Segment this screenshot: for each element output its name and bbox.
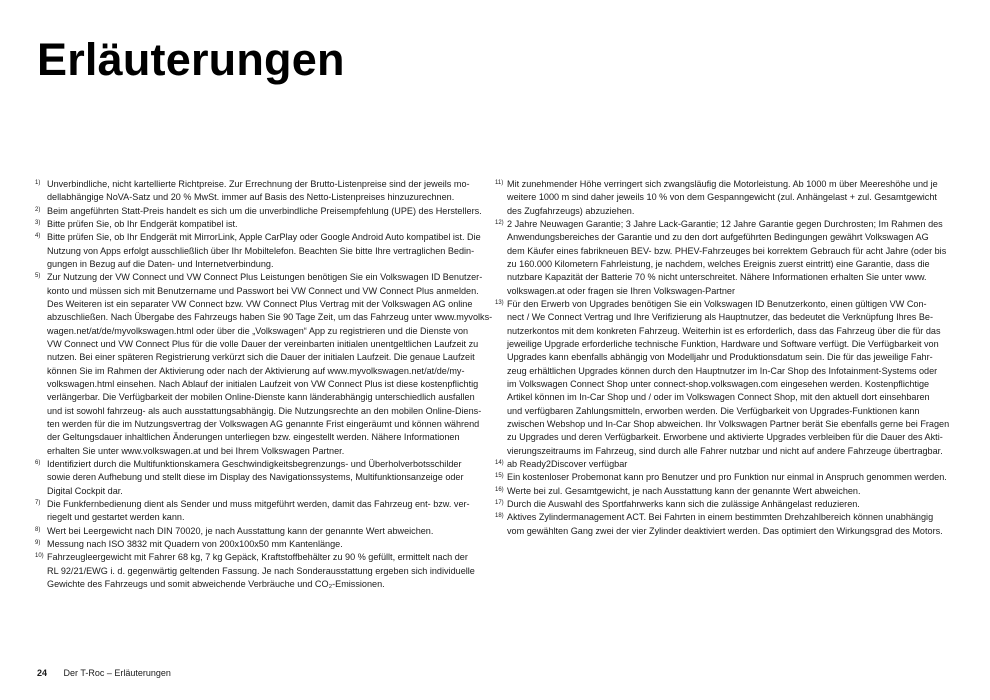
page-footer <box>37 667 171 679</box>
footnote <box>35 538 485 551</box>
footnote-text-line: konto und müssen sich mit Benutzername und Passwort bei VW Connect und VW Connect Plus anmelden. <box>47 285 479 296</box>
footnote-number: 11) <box>495 180 504 186</box>
footnote-text-line: Zur Nutzung der VW Connect und VW Connect Plus Leistungen benötigen Sie ein Volkswagen ID Benutzer- <box>47 272 483 283</box>
footnote-number: 10) <box>35 553 44 560</box>
footnote-text-line: gungen in Bezug auf die Daten- und Internetverbindung. <box>47 258 274 269</box>
footnote-number: 2) <box>35 206 41 213</box>
footnote-number: 3) <box>35 219 41 226</box>
footnote-text-line: Digital Cockpit dar. <box>47 485 123 496</box>
footnote-text-line: des Zugfahrzeugs) abzuziehen. <box>507 205 635 216</box>
footnote-number: 15) <box>495 473 504 480</box>
footnote-text-line: riegelt und gestartet werden kann. <box>47 512 185 523</box>
footnote-text-line: und ist sowohl fahrzeug- als auch ausstattungsabhängig. Die Nutzungsrechte an den mobilen Online-Diens- <box>47 405 482 416</box>
footnote-text-line: Für den Erwerb von Upgrades benötigen Sie ein Volkswagen ID Benutzerkonto, einen gültigen VW Con- <box>507 298 927 309</box>
footnote-text-line: sowie deren Aufhebung und stellt diese im Display des Navigationssystems, Multifunktionsanzeige oder <box>47 472 464 483</box>
footer-label: Der T-Roc – Erläuterungen <box>63 668 171 678</box>
footnote-text-line: nutzerkontos mit dem konkreten Fahrzeug. Weiterhin ist es erforderlich, dass das Fahrzeug über die für das <box>507 325 941 336</box>
footnote-text-line: zwischen Webshop und In-Car Shop abweichen. Ihr Volkswagen Partner berät Sie ebenfalls gerne bei Fragen <box>507 418 950 429</box>
footnote-text-line: nutzen. Bei einer späteren Registrierung verkürzt sich die Dauer der initialen Laufzeit. Die genaue Laufzeit <box>47 352 475 363</box>
footnote <box>35 218 485 231</box>
footnote-text-line: Werte bei zul. Gesamtgewicht, je nach Ausstattung kann der genannte Wert abweichen. <box>507 485 861 496</box>
footnote <box>495 218 950 298</box>
footnote-text-line: Unverbindliche, nicht kartellierte Richtpreise. Zur Errechnung der Brutto-Listenpreise sind der jeweils mo- <box>47 179 470 189</box>
footnote <box>35 178 485 205</box>
footnote-number: 18) <box>495 513 504 520</box>
footnote-text-line: Identifiziert durch die Multifunktionskamera Geschwindigkeitsbegrenzungs- und Überholverbotsschilder <box>47 458 462 469</box>
footnote-text-line: VW Connect und VW Connect Plus für die volle Dauer der vereinbarten initialen unentgeltlichen Laufzeit zu <box>47 338 479 349</box>
footnote-text-line: weitere 1000 m sind daher jeweils 10 % von dem Gespanngewicht (zul. Anhängelast + zul. Gesamtgewicht <box>507 192 937 203</box>
footnote-text-line: können Sie im Rahmen der Aktivierung oder nach der Aktivierung auf www.myvolkswagen.net/at/de/my- <box>47 365 465 376</box>
footnote-number: 14) <box>495 459 504 466</box>
footnote-text-line: Die Funkfernbedienung dient als Sender und muss mitgeführt werden, damit das Fahrzeug ent- bzw. ver- <box>47 498 470 509</box>
footnote-text-line: Bitte prüfen Sie, ob Ihr Endgerät kompatibel ist. <box>47 218 238 229</box>
footnote-text-line: Wert bei Leergewicht nach DIN 70020, je nach Ausstattung kann der genannte Wert abweichen. <box>47 525 434 536</box>
footnote-text-line: 2 Jahre Neuwagen Garantie; 3 Jahre Lack-Garantie; 12 Jahre Garantie gegen Durchrosten; Im Rahmen des <box>507 218 943 229</box>
footnote-text-line: der Geltungsdauer inhaltlichen Änderungen unterliegen bzw. eingestellt werden. Nähere Informationen <box>47 432 460 443</box>
footnote-text-line: Ein kostenloser Probemonat kann pro Benutzer und pro Funktion nur einmal in Anspruch genommen werden. <box>507 472 947 483</box>
footnote-text-line: Mit zunehmender Höhe verringert sich zwangsläufig die Motorleistung. Ab 1000 m über Meereshöhe und je <box>507 179 938 189</box>
footnotes-left-column <box>35 178 493 591</box>
footnote-text-line: dem Käufer eines fabrikneuen BEV- bzw. PHEV-Fahrzeuges bei korrektem Gebrauch für acht Jahre (oder bis <box>507 245 947 256</box>
footnote-text-line: zu Upgrades und deren Verfügbarkeit. Erworbene und aktivierte Upgrades verbleiben für die Dauer des Akti- <box>507 432 943 443</box>
footnote <box>35 525 485 538</box>
footnote <box>35 551 485 591</box>
footnote-number: 4) <box>35 233 41 240</box>
footnote <box>495 298 950 458</box>
footnote <box>35 231 485 271</box>
footnote-text-line: Durch die Auswahl des Sportfahrwerks kann sich die zulässige Anhängelast reduzieren. <box>507 498 860 509</box>
footnote-text-line: Aktives Zylindermanagement ACT. Bei Fahrten in einem bestimmten Drehzahlbereich können unabhängig <box>507 512 934 523</box>
page-title: Erläuterungen <box>37 34 345 85</box>
footnote-text-line: Fahrzeugleergewicht mit Fahrer 68 kg, 7 kg Gepäck, Kraftstoffbehälter zu 90 % gefüllt, ermittelt nach der <box>47 552 468 563</box>
footnote <box>35 458 485 498</box>
footnote-number: 17) <box>495 499 504 506</box>
footnote-text-line: nect / We Connect Vertrag und Ihre Verifizierung als Hauptnutzer, das bedeutet die Verknüpfung Ihres Be- <box>507 312 933 323</box>
footnote-text-line: Gewichte des Fahrzeugs und somit abweichende Verbräuche und CO₂-Emissionen. <box>47 578 385 589</box>
footnote-text-line: ab Ready2Discover verfügbar <box>507 458 628 469</box>
footnote <box>495 498 950 511</box>
footnote-text-line: erhalten Sie unter www.volkswagen.at und bei Ihrem Volkswagen Partner. <box>47 445 345 456</box>
footnote-number: 8) <box>35 526 41 533</box>
footnote-text-line: wagen.net/at/de/myvolkswagen.html oder über die „Volkswagen“ App zu registrieren und die Dienste von <box>47 325 469 336</box>
footnote <box>495 485 950 498</box>
footnote-text-line: und verfügbaren Zahlungsmitteln, erworben werden. Die Verfügbarkeit von Upgrades-Funktionen kann <box>507 405 920 416</box>
footnote <box>35 498 485 525</box>
footnote-text-line: im Volkswagen Connect Shop unter connect-shop.volkswagen.com eingesehen werden. Kostenpflichtige <box>507 378 930 389</box>
footnote-text-line: jeweilige Upgrade erforderliche technische Funktion, Hardware und Software verfügt. Die Verfügbarkeit von <box>507 338 939 349</box>
footnote-text-line: abzuschließen. Nach Übergabe des Fahrzeugs haben Sie 90 Tage Zeit, um das Fahrzeug unter www.myvolks- <box>47 312 493 323</box>
footnote <box>495 178 950 218</box>
footnotes-right-column <box>495 178 950 538</box>
footnote-text-line: Artikel können im In-Car Shop und / oder im Volkswagen Connect Shop, mit den aktuell dort einsehbaren <box>507 392 930 403</box>
footnote-text-line: dellabhängige NoVA-Satz und 20 % MwSt. immer auf Basis des Netto-Listenpreises hinzuzurechnen. <box>47 192 455 203</box>
footnote-text-line: zeug erhältlichen Upgrades können durch den Hauptnutzer im In-Car Shop des Infotainment-Systems oder <box>507 365 938 376</box>
footnote-text-line: RL 92/21/EWG i. d. gegenwärtig geltenden Fassung. Je nach Sonderausstattung ergeben sich individuelle <box>47 565 475 576</box>
footnote-number: 6) <box>35 459 41 466</box>
footnote-text-line: verlängerbar. Die Verfügbarkeit der mobilen Online-Dienste kann länderabhängig unterschiedlich ausfallen <box>47 392 475 403</box>
footnote-text-line: Messung nach ISO 3832 mit Quadern von 200x100x50 mm Kantenlänge. <box>47 538 343 549</box>
footnote-text-line: Nutzung von Apps erfolgt ausschließlich über Ihr Mobiltelefon. Beachten Sie bitte Ihre vertraglichen Bedin- <box>47 245 475 256</box>
footnote-text-line: Anwendungsbereiches der Garantie und zu den dort aufgeführten Bedingungen gewährt Volkswagen AG <box>507 232 929 243</box>
footnote-text-line: zu 160.000 Kilometern Fahrleistung, je nachdem, welches Ereignis zuerst eintritt) eine Garantie, dass die <box>507 258 930 269</box>
footnote-text-line: volkswagen.at oder fragen sie Ihren Volkswagen-Partner <box>507 285 735 296</box>
footnote-text-line: Upgrades kann ebenfalls abhängig von Modelljahr und Produktionsdatum sein. Die für das jeweilige Fahr- <box>507 352 933 363</box>
footnote-text-line: vierungszeitraums im Fahrzeug, sind durch alle Fahrer nutzbar und nicht auf andere Fahrzeuge übertragbar. <box>507 445 943 456</box>
footnote <box>35 205 485 218</box>
footnote-number: 12) <box>495 219 504 226</box>
footnote-number: 7) <box>35 499 41 506</box>
footnote-text-line: vom gewählten Gang zwei der vier Zylinder deaktiviert werden. Das optimiert den Wirkungsgrad des Motors. <box>507 525 943 536</box>
footnote <box>35 271 493 458</box>
footnote-text-line: Bitte prüfen Sie, ob Ihr Endgerät mit MirrorLink, Apple CarPlay oder Google Android Auto kompatibel ist. Die <box>47 232 481 243</box>
footnote-text-line: Beim angeführten Statt-Preis handelt es sich um die unverbindliche Preisempfehlung (UPE) des Herstellers. <box>47 205 482 216</box>
footnote-text-line: volkswagen.html einsehen. Nach Ablauf der initialen Laufzeit von VW Connect Plus ist diese kostenpflichtig <box>47 378 479 389</box>
page-number: 24 <box>37 668 48 678</box>
footnote <box>495 471 950 484</box>
footnote-number: 13) <box>495 299 504 306</box>
footnote-text-line: nutzbare Kapazität der Batterie 70 % nicht unterschreitet. Nähere Informationen erhalten Sie unter www. <box>507 272 927 283</box>
footnote-number: 5) <box>35 273 41 280</box>
footnote-text-line: ten werden für die im Nutzungsvertrag der Volkswagen AG genannte Frist eingeräumt und können während <box>47 418 480 429</box>
footnote-number: 16) <box>495 486 504 493</box>
footnote-number: 9) <box>35 539 41 546</box>
footnote <box>495 458 950 471</box>
footnote-text-line: Des Weiteren ist ein separater VW Connect bzw. VW Connect Plus Vertrag mit der Volkswagen AG online <box>47 298 473 309</box>
footnote <box>495 511 950 538</box>
footnote-number: 1) <box>35 180 41 186</box>
